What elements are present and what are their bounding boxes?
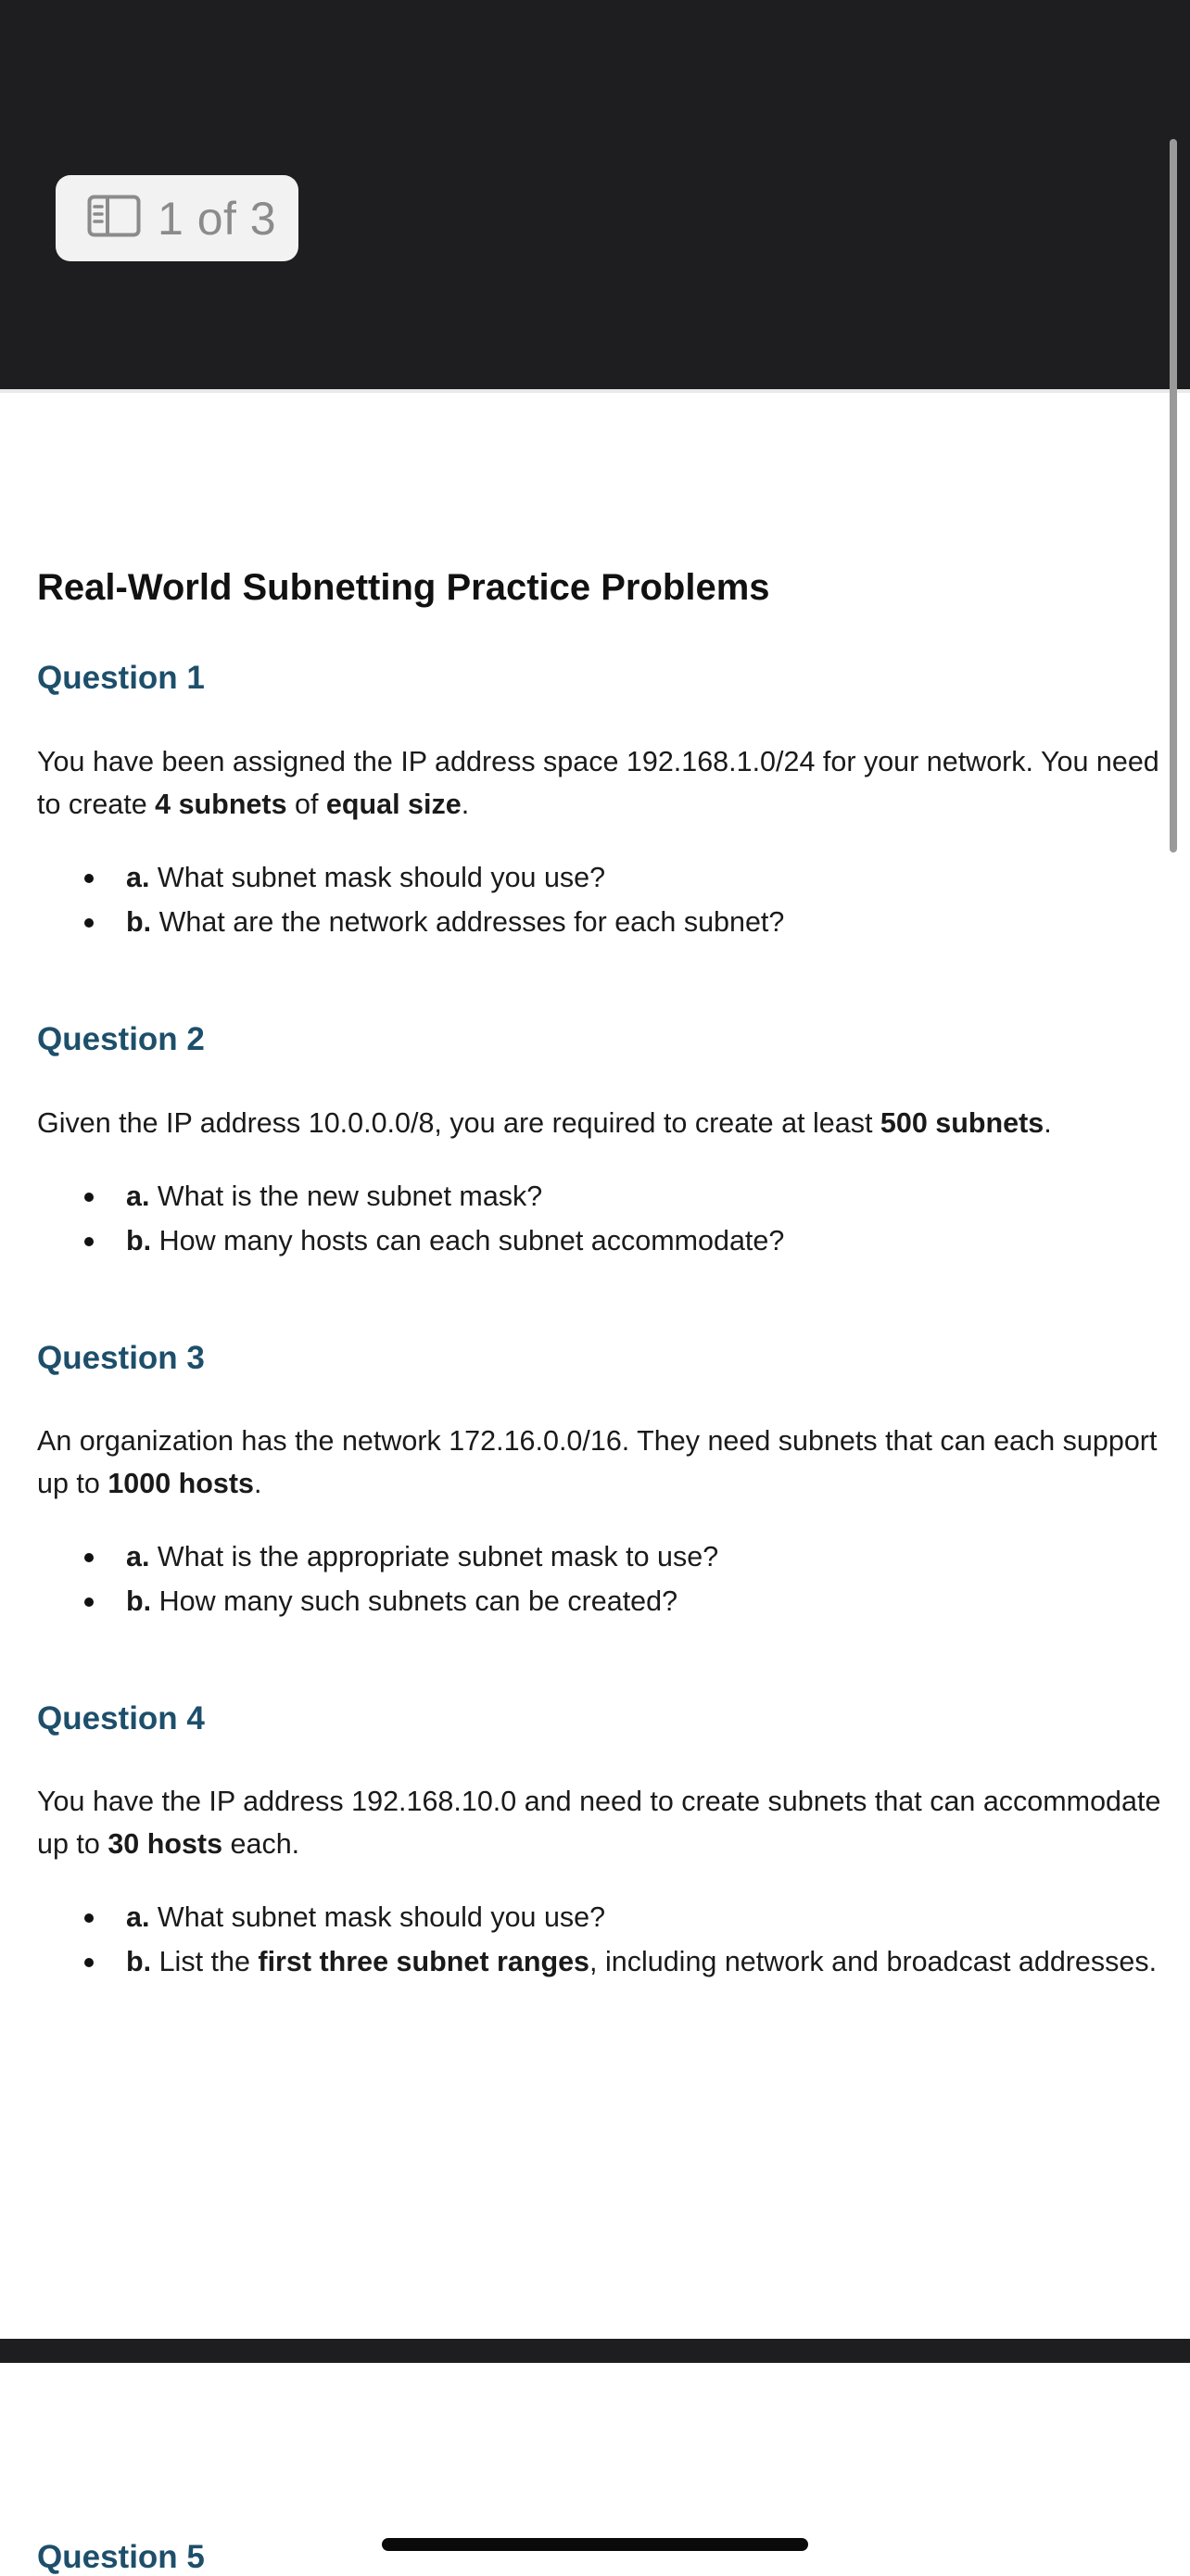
question-heading: Question 3	[37, 1340, 205, 1376]
viewer-toolbar	[0, 0, 1190, 391]
home-indicator[interactable]	[382, 2538, 808, 2551]
text-run: What subnet mask should you use?	[149, 862, 606, 893]
text-run: What is the new subnet mask?	[149, 1181, 543, 1212]
emphasis-text: 1000 hosts	[108, 1468, 254, 1499]
text-run: , including network and broadcast addresses.	[589, 1946, 1158, 1977]
question-subitems	[37, 1895, 1157, 1984]
question-subitems	[37, 1174, 784, 1263]
emphasis-text: first three subnet ranges	[258, 1946, 590, 1977]
text-run: .	[253, 1468, 262, 1499]
page-indicator-button[interactable]	[56, 175, 298, 261]
list-item	[37, 1174, 784, 1219]
question-heading: Question 1	[37, 660, 205, 696]
page-indicator-label: 1 of 3	[158, 192, 277, 245]
emphasis-text: equal size	[325, 789, 462, 820]
text-run: What subnet mask should you use?	[149, 1901, 606, 1933]
question-text	[37, 1420, 1177, 1505]
emphasis-text: b.	[126, 1225, 152, 1256]
text-run: What are the network addresses for each subnet?	[151, 906, 785, 938]
sidebar-pages-icon	[87, 195, 141, 242]
list-item	[37, 1534, 718, 1579]
emphasis-text: b.	[126, 1946, 152, 1977]
emphasis-text: 4 subnets	[155, 789, 287, 820]
list-item	[37, 1895, 1157, 1939]
list-item	[37, 1939, 1157, 1984]
emphasis-text: b.	[126, 1585, 152, 1617]
page-divider	[0, 2339, 1190, 2363]
text-run: You have the IP address 192.168.10.0 and need to create subnets that can accommodate up to	[37, 1786, 1161, 1860]
text-run: Given the IP address 10.0.0.0/8, you are required to create at least	[37, 1107, 880, 1139]
question-text	[37, 1102, 1177, 1144]
list-item	[37, 855, 784, 900]
emphasis-text: 500 subnets	[880, 1107, 1044, 1139]
text-run: List the	[151, 1946, 259, 1977]
text-run: What is the appropriate subnet mask to use?	[149, 1541, 719, 1572]
emphasis-text: b.	[126, 906, 152, 938]
emphasis-text: 30 hosts	[108, 1828, 223, 1860]
text-run: each.	[222, 1828, 300, 1860]
question-subitems	[37, 855, 784, 944]
emphasis-text: a.	[126, 862, 150, 893]
text-run: How many such subnets can be created?	[151, 1585, 678, 1617]
list-item	[37, 1219, 784, 1263]
text-run: of	[286, 789, 326, 820]
question-text	[37, 740, 1177, 826]
question-heading: Question 4	[37, 1700, 205, 1736]
text-run: You have been assigned the IP address space 192.168.1.0/24 for your network. You need to create	[37, 746, 1159, 820]
text-run: .	[1044, 1107, 1052, 1139]
emphasis-text: a.	[126, 1901, 150, 1933]
list-item	[37, 1579, 718, 1623]
text-run: How many hosts can each subnet accommodate?	[151, 1225, 785, 1256]
question-heading: Question 5	[37, 2539, 205, 2575]
question-subitems	[37, 1534, 718, 1623]
question-heading: Question 2	[37, 1021, 205, 1057]
document-title: Real-World Subnetting Practice Problems	[37, 567, 770, 608]
emphasis-text: a.	[126, 1541, 150, 1572]
emphasis-text: a.	[126, 1181, 150, 1212]
page-top-edge	[0, 389, 1190, 393]
text-run: An organization has the network 172.16.0.0/16. They need subnets that can each support up to	[37, 1425, 1158, 1499]
question-text	[37, 1780, 1177, 1865]
text-run: .	[461, 789, 470, 820]
list-item	[37, 900, 784, 944]
